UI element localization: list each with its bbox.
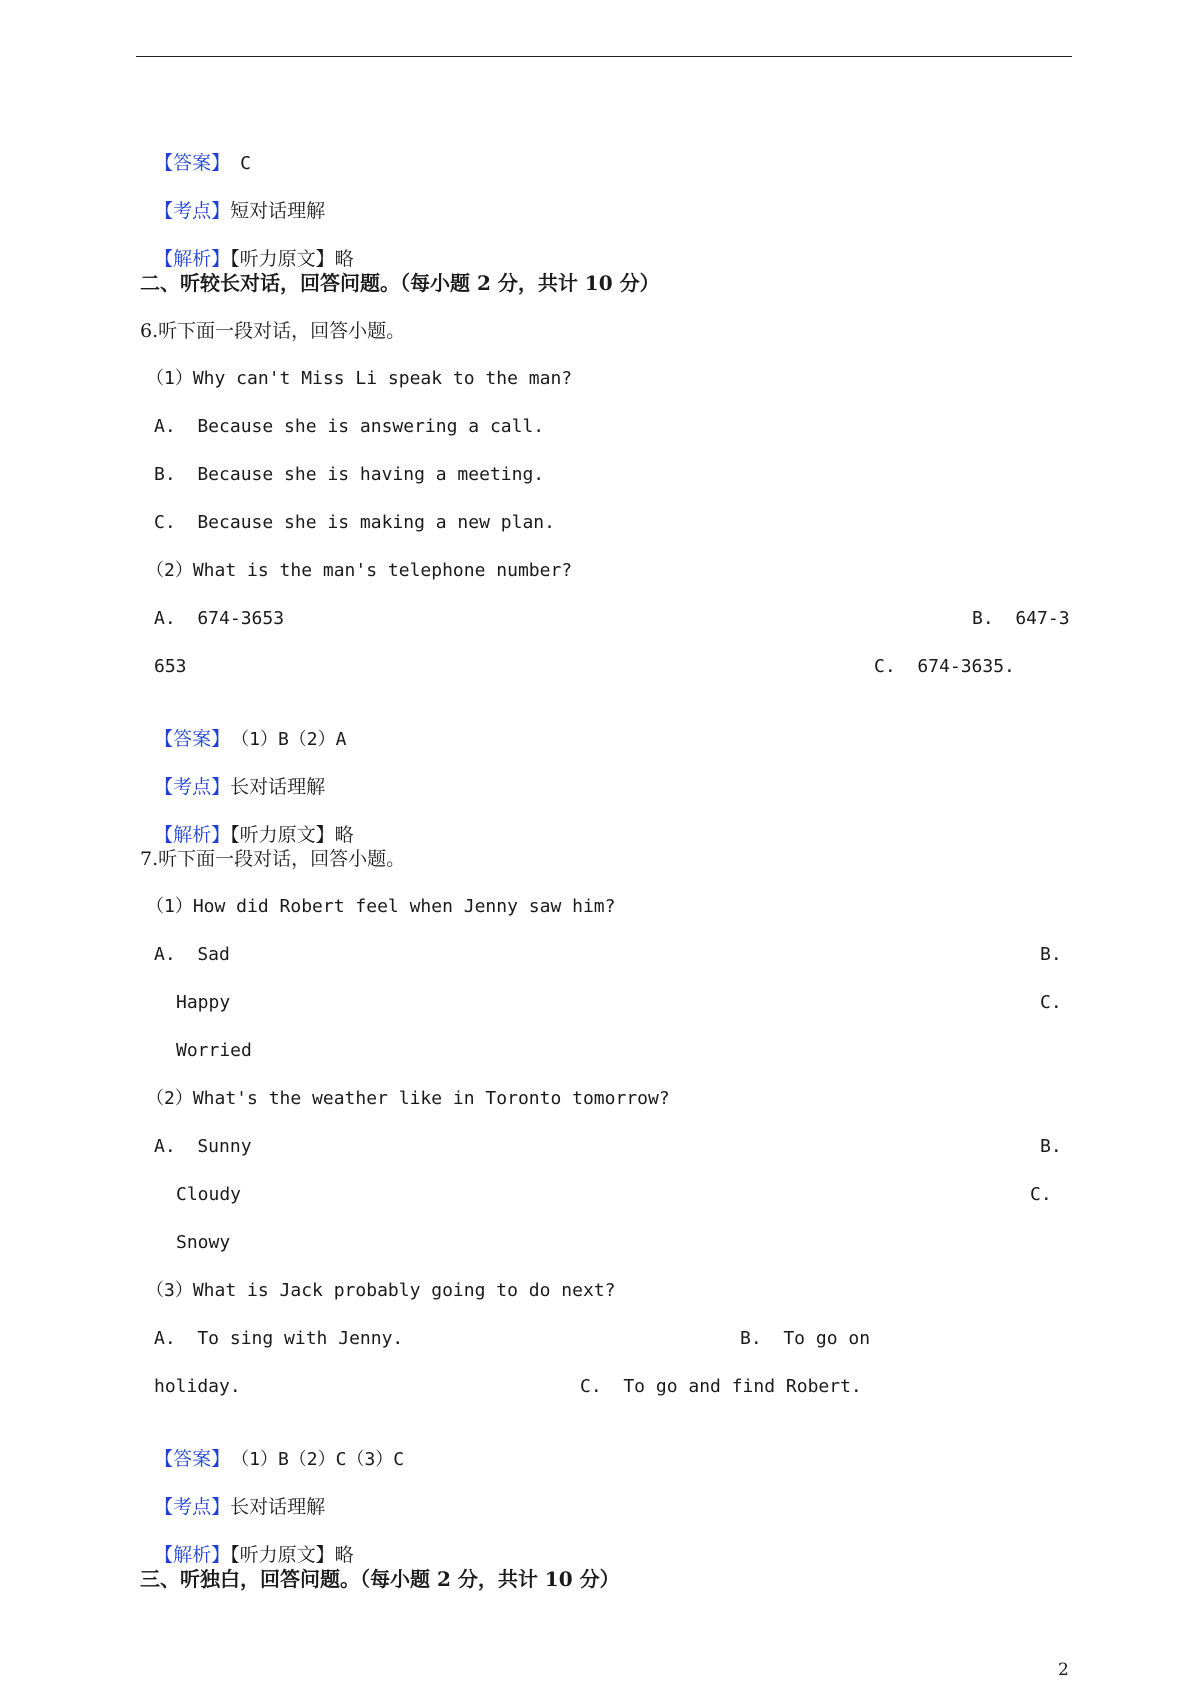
kaodian-tag: 【考点】 [154, 776, 231, 798]
kaodian-tag: 【考点】 [154, 1496, 231, 1518]
jiexi-value: 【听力原文】略 [230, 824, 354, 846]
question-6-1: （1）Why can't Miss Li speak to the man? [146, 368, 573, 389]
section-3-heading: 三、听独白，回答问题。（每小题 2 分，共计 10 分） [140, 1567, 620, 1591]
option-7-2-b-cont: Cloudy [176, 1184, 242, 1205]
kaodian-row-7 [142, 1471, 325, 1519]
option-6-2-b-cont: 653 [154, 656, 187, 677]
option-7-3-c: C. To go and find Robert. [580, 1376, 862, 1397]
option-6-2-b: B. 647-3 [972, 608, 1070, 629]
option-6-2-c: C. 674-3635. [874, 656, 1015, 677]
jiexi-value: 【听力原文】略 [230, 1544, 354, 1566]
option-7-1-c-cont: Worried [176, 1040, 252, 1061]
header-rule [136, 56, 1072, 57]
question-7-3: （3）What is Jack probably going to do next? [146, 1280, 616, 1301]
option-6-1-b: B. Because she is having a meeting. [154, 464, 545, 485]
answer-tag: 【答案】 [154, 1448, 231, 1470]
option-7-2-a: A. Sunny [154, 1136, 252, 1157]
option-7-1-a: A. Sad [154, 944, 230, 965]
kaodian-tag: 【考点】 [154, 200, 231, 222]
answer-row-1 [142, 127, 251, 176]
answer-row-6 [142, 703, 346, 752]
option-7-3-b: B. To go on [740, 1328, 871, 1349]
option-7-2-c: C. [1030, 1184, 1052, 1205]
option-6-2-a: A. 674-3653 [154, 608, 285, 629]
option-7-1-b-cont: Happy [176, 992, 231, 1013]
option-7-2-c-cont: Snowy [176, 1232, 231, 1253]
option-6-1-a: A. Because she is answering a call. [154, 416, 545, 437]
jiexi-tag: 【解析】 [154, 248, 231, 270]
jiexi-row-6 [142, 799, 354, 847]
kaodian-value: 短对话理解 [230, 200, 326, 222]
jiexi-tag: 【解析】 [154, 1544, 231, 1566]
section-2-heading: 二、听较长对话，回答问题。（每小题 2 分，共计 10 分） [140, 271, 660, 295]
option-7-1-c: C. [1040, 992, 1062, 1013]
option-7-3-a: A. To sing with Jenny. [154, 1328, 404, 1349]
page-number: 2 [1058, 1660, 1069, 1680]
question-7: 7.听下面一段对话，回答小题。 [140, 848, 406, 870]
option-7-3-b-cont: holiday. [154, 1376, 241, 1397]
option-7-1-b: B. [1040, 944, 1062, 965]
question-6: 6.听下面一段对话，回答小题。 [140, 320, 406, 342]
jiexi-row-7 [142, 1519, 354, 1567]
answer-tag: 【答案】 [154, 152, 231, 174]
jiexi-value: 【听力原文】略 [230, 248, 354, 270]
answer-tag: 【答案】 [154, 728, 231, 750]
option-7-2-b: B. [1040, 1136, 1062, 1157]
answer-value: C [240, 153, 251, 174]
question-6-2: （2）What is the man's telephone number? [146, 560, 573, 581]
jiexi-tag: 【解析】 [154, 824, 231, 846]
option-6-1-c: C. Because she is making a new plan. [154, 512, 555, 533]
answer-value: （1）B（2）C（3）C [240, 1449, 405, 1470]
question-7-2: （2）What's the weather like in Toronto tomorrow? [146, 1088, 670, 1109]
jiexi-row-1 [142, 223, 354, 271]
kaodian-value: 长对话理解 [230, 776, 326, 798]
answer-row-7 [142, 1423, 404, 1472]
answer-value: （1）B（2）A [240, 729, 347, 750]
kaodian-row-6 [142, 751, 325, 799]
kaodian-row-1 [142, 175, 325, 223]
question-7-1: （1）How did Robert feel when Jenny saw him? [146, 896, 616, 917]
kaodian-value: 长对话理解 [230, 1496, 326, 1518]
